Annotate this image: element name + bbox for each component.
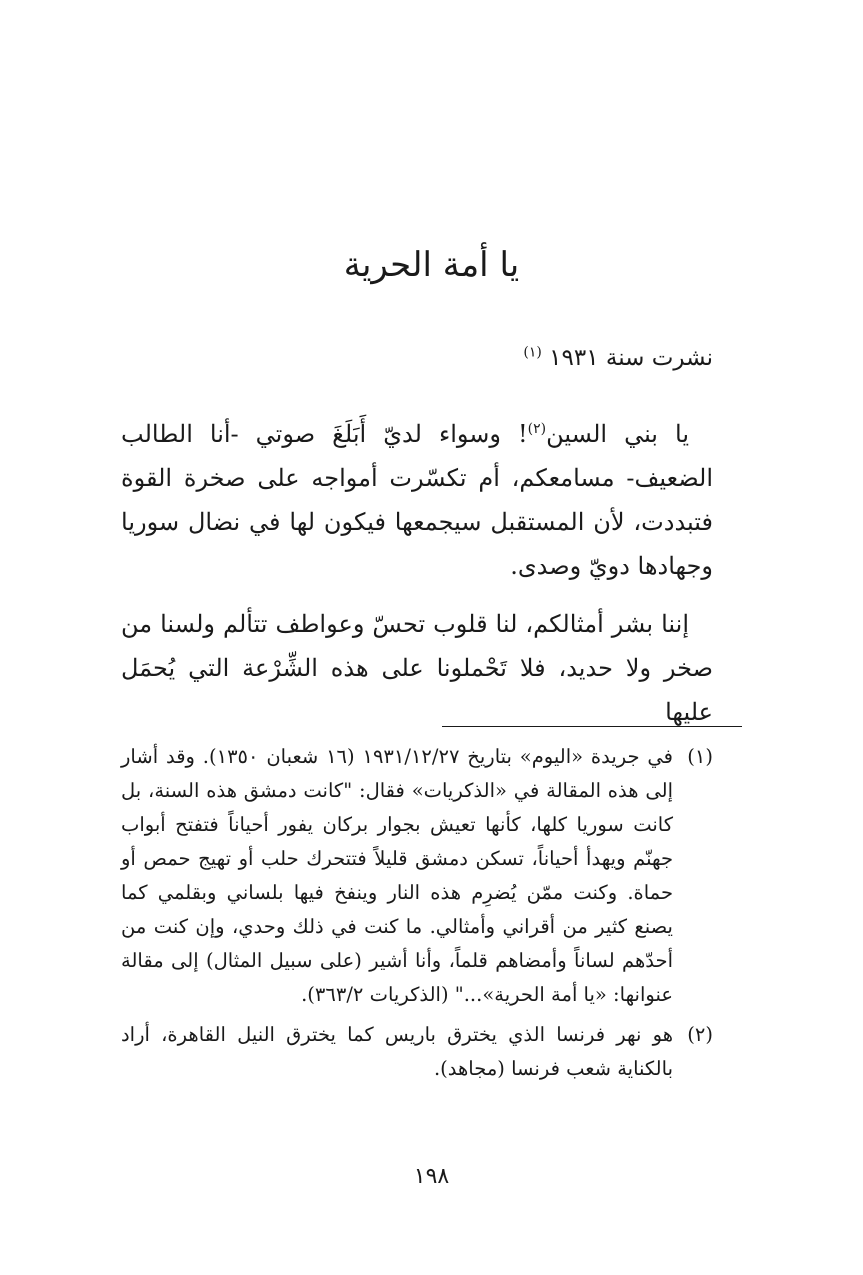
- footnote-divider: [442, 726, 742, 727]
- paragraph-1-start: يا بني السين: [546, 420, 689, 448]
- footnote-2-number: (٢): [687, 1023, 713, 1046]
- footnote-2-text: هو نهر فرنسا الذي يخترق باريس كما يخترق النيل القاهرة، أراد بالكناية شعب فرنسا (مجاهد).: [121, 1023, 673, 1080]
- footnote-ref-2: (٢): [527, 421, 547, 437]
- footnotes: [121, 740, 713, 1092]
- page-title: يا أمة الحرية: [343, 245, 520, 285]
- page-number: ١٩٨: [413, 1164, 450, 1189]
- publication-note-text: نشرت سنة ١٩٣١: [549, 345, 713, 371]
- publication-note: [523, 340, 713, 376]
- footnote-1-number: (١): [687, 745, 713, 768]
- paragraph-1: [121, 412, 713, 588]
- footnote-ref-1: (١): [523, 344, 542, 361]
- footnote-2: [121, 1018, 713, 1086]
- body-text: [121, 412, 713, 748]
- paragraph-2: إننا بشر أمثالكم، لنا قلوب تحسّ وعواطف تتألم ولسنا من صخر ولا حديد، فلا تَحْملونا على هذه الشِّرْعة التي يُحمَل عليها: [121, 610, 713, 726]
- paragraph-1-rest: ! وسواء لديّ أَبَلَغَ صوتي -أنا الطالب الضعيف- مسامعكم، أم تكسّرت أمواجه على صخرة القوة فتبددت، لأن المستقبل سيجمعها فيكون لها في نضال سوريا وجهادها دويّ وصدى.: [121, 420, 713, 580]
- footnote-1: [121, 740, 713, 1012]
- footnote-1-text: في جريدة «اليوم» بتاريخ ١٩٣١/١٢/٢٧ (١٦ شعبان ١٣٥٠). وقد أشار إلى هذه المقالة في «الذكريات» فقال: "كانت دمشق هذه السنة، بل كانت سوريا كلها، كأنها تعيش بجوار بركان يفور أحياناً فتفتح أبواب جهنّم ويهدأ أحياناً، تسكن دمشق قليلاً فتتحرك حلب أو تهيج حمص أو حماة. وكنت ممّن يُضرِم هذه النار وينفخ فيها بلساني وبقلمي كما يصنع كثير من أقراني وأمثالي. ما كنت في ذلك وحدي، وإن كنت من أحدّهم لساناً وأمضاهم قلماً، وأنا أشير (على سبيل المثال) إلى مقالة عنوانها: «يا أمة الحرية»..." (الذكريات ٣٦٣/٢).: [121, 745, 674, 1006]
